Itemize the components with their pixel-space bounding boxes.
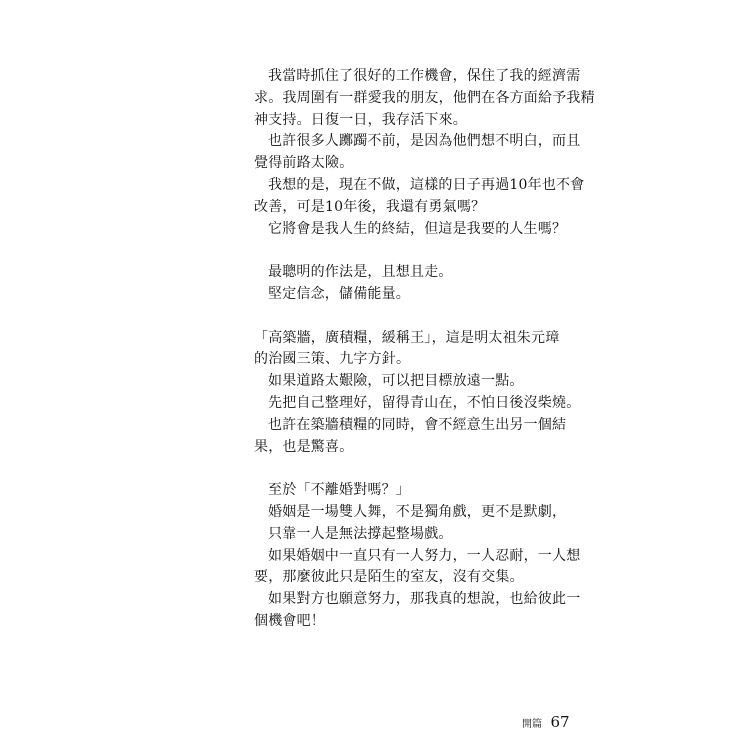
text-line: 最聰明的作法是，且想且走。	[268, 264, 453, 281]
text-line: 婚姻是一場雙人舞，不是獨角戲，更不是默劇，	[268, 503, 567, 520]
text-line: 至於「不離婚對嗎？」	[268, 482, 410, 499]
paragraph-gap	[254, 306, 554, 328]
text-line: 個機會吧！	[254, 612, 325, 629]
text-line: 我當時抓住了很好的工作機會，保住了我的經濟需	[268, 68, 581, 84]
paragraph-gap	[254, 458, 554, 480]
page-footer	[522, 713, 612, 731]
text-line: 如果婚姻中一直只有一人努力，一人忍耐，一人想	[268, 547, 581, 564]
text-line: 果，也是驚喜。	[254, 438, 354, 455]
text-line: 神支持。日復一日，我存活下來。	[254, 111, 467, 128]
paragraph-gap	[254, 240, 554, 262]
text-line: 求。我周圍有一群愛我的朋友，他們在各方面給予我精	[254, 89, 595, 106]
text-line: 只靠一人是無法撐起整場戲。	[268, 525, 453, 542]
text-line: 我想的是，現在不做，這樣的日子再過10年也不會	[268, 176, 585, 193]
text-line: 先把自己整理好，留得青山在，不怕日後沒柴燒。	[268, 394, 581, 411]
text-line: 如果對方也願意努力，那我真的想說，也給彼此一	[268, 591, 581, 608]
section-title: 開篇	[522, 718, 542, 730]
text-line: 也許在築牆積糧的同時，會不經意生出另一個結	[268, 416, 567, 433]
text-line: 堅定信念，儲備能量。	[268, 285, 410, 302]
text-line: 「高築牆，廣積糧，緩稱王」，這是明太祖朱元璋	[254, 329, 560, 346]
text-line: 也許很多人躑躅不前，是因為他們想不明白，而且	[268, 133, 581, 150]
page-number: 67	[550, 713, 570, 731]
text-line: 如果道路太艱險，可以把目標放遠一點。	[268, 373, 524, 390]
text-line: 它將會是我人生的終結，但這是我要的人生嗎？	[268, 220, 567, 237]
body-text	[254, 66, 595, 633]
text-line: 的治國三策、九字方針。	[254, 351, 411, 368]
text-line: 改善，可是10年後，我還有勇氣嗎？	[254, 198, 486, 215]
text-line: 要，那麼彼此只是陌生的室友，沒有交集。	[254, 569, 524, 586]
text-line: 覺得前路太險。	[254, 155, 354, 172]
